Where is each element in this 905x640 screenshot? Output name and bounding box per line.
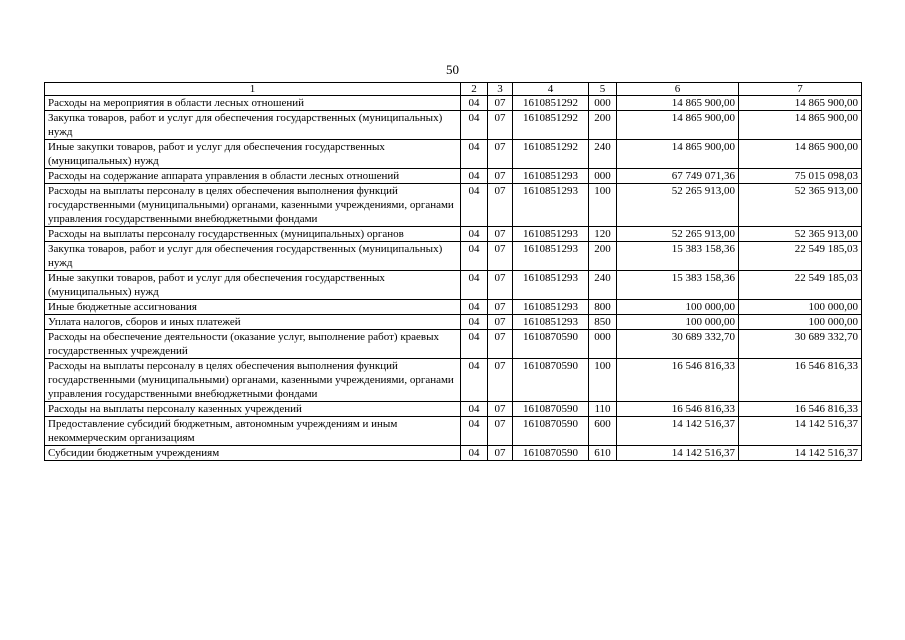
amount-year-1-cell: 67 749 071,36 [617, 169, 739, 184]
amount-year-1-cell: 15 383 158,36 [617, 242, 739, 271]
amount-year-2-cell: 16 546 816,33 [739, 402, 862, 417]
table-body [45, 96, 862, 461]
expense-name-cell: Расходы на выплаты персоналу государственных (муниципальных) органов [45, 227, 461, 242]
target-article-cell: 1610851293 [513, 184, 589, 227]
amount-year-1-cell: 100 000,00 [617, 315, 739, 330]
expense-type-cell: 100 [589, 184, 617, 227]
target-article-cell: 1610851293 [513, 242, 589, 271]
target-article-cell: 1610870590 [513, 330, 589, 359]
table-row [45, 96, 862, 111]
section-code-cell: 04 [461, 242, 488, 271]
amount-year-1-cell: 14 865 900,00 [617, 96, 739, 111]
table-row [45, 300, 862, 315]
amount-year-1-cell: 52 265 913,00 [617, 184, 739, 227]
column-header: 6 [617, 83, 739, 96]
expense-type-cell: 600 [589, 417, 617, 446]
section-code-cell: 04 [461, 140, 488, 169]
expense-type-cell: 610 [589, 446, 617, 461]
subsection-code-cell: 07 [488, 111, 513, 140]
section-code-cell: 04 [461, 315, 488, 330]
amount-year-2-cell: 22 549 185,03 [739, 271, 862, 300]
page-number: 50 [446, 62, 459, 77]
subsection-code-cell: 07 [488, 300, 513, 315]
section-code-cell: 04 [461, 271, 488, 300]
column-header: 5 [589, 83, 617, 96]
table-row [45, 184, 862, 227]
subsection-code-cell: 07 [488, 169, 513, 184]
header-row [45, 83, 862, 96]
subsection-code-cell: 07 [488, 242, 513, 271]
amount-year-2-cell: 14 142 516,37 [739, 417, 862, 446]
amount-year-2-cell: 22 549 185,03 [739, 242, 862, 271]
expense-name-cell: Закупка товаров, работ и услуг для обеспечения государственных (муниципальных) нужд [45, 111, 461, 140]
subsection-code-cell: 07 [488, 227, 513, 242]
subsection-code-cell: 07 [488, 184, 513, 227]
table-row [45, 169, 862, 184]
subsection-code-cell: 07 [488, 446, 513, 461]
target-article-cell: 1610851293 [513, 271, 589, 300]
target-article-cell: 1610851292 [513, 140, 589, 169]
amount-year-2-cell: 14 865 900,00 [739, 96, 862, 111]
expense-type-cell: 200 [589, 111, 617, 140]
amount-year-1-cell: 30 689 332,70 [617, 330, 739, 359]
table-row [45, 315, 862, 330]
amount-year-2-cell: 14 865 900,00 [739, 111, 862, 140]
target-article-cell: 1610851292 [513, 111, 589, 140]
target-article-cell: 1610851293 [513, 169, 589, 184]
expense-type-cell: 110 [589, 402, 617, 417]
table-row [45, 111, 862, 140]
table-row [45, 417, 862, 446]
amount-year-2-cell: 52 365 913,00 [739, 227, 862, 242]
expense-name-cell: Иные закупки товаров, работ и услуг для обеспечения государственных (муниципальных) нужд [45, 271, 461, 300]
section-code-cell: 04 [461, 96, 488, 111]
expense-name-cell: Расходы на выплаты персоналу в целях обеспечения выполнения функций государственными (муниципальными) органами, казенными учреждениями, органами управления государственными внебюджетными фондами [45, 184, 461, 227]
expense-name-cell: Субсидии бюджетным учреждениям [45, 446, 461, 461]
amount-year-2-cell: 52 365 913,00 [739, 184, 862, 227]
target-article-cell: 1610870590 [513, 417, 589, 446]
expense-type-cell: 000 [589, 330, 617, 359]
column-header: 2 [461, 83, 488, 96]
expense-type-cell: 240 [589, 271, 617, 300]
amount-year-2-cell: 30 689 332,70 [739, 330, 862, 359]
amount-year-1-cell: 14 865 900,00 [617, 111, 739, 140]
subsection-code-cell: 07 [488, 315, 513, 330]
amount-year-2-cell: 100 000,00 [739, 315, 862, 330]
column-header: 3 [488, 83, 513, 96]
section-code-cell: 04 [461, 169, 488, 184]
table-row [45, 271, 862, 300]
expense-type-cell: 100 [589, 359, 617, 402]
amount-year-2-cell: 14 142 516,37 [739, 446, 862, 461]
budget-table [44, 82, 862, 461]
expense-name-cell: Расходы на выплаты персоналу казенных учреждений [45, 402, 461, 417]
section-code-cell: 04 [461, 359, 488, 402]
subsection-code-cell: 07 [488, 330, 513, 359]
amount-year-1-cell: 16 546 816,33 [617, 359, 739, 402]
amount-year-1-cell: 100 000,00 [617, 300, 739, 315]
expense-type-cell: 800 [589, 300, 617, 315]
expense-name-cell: Расходы на обеспечение деятельности (оказание услуг, выполнение работ) краевых государственных учреждений [45, 330, 461, 359]
table-row [45, 446, 862, 461]
amount-year-2-cell: 100 000,00 [739, 300, 862, 315]
amount-year-1-cell: 16 546 816,33 [617, 402, 739, 417]
expense-type-cell: 850 [589, 315, 617, 330]
subsection-code-cell: 07 [488, 140, 513, 169]
section-code-cell: 04 [461, 184, 488, 227]
expense-name-cell: Иные закупки товаров, работ и услуг для обеспечения государственных (муниципальных) нужд [45, 140, 461, 169]
column-header: 7 [739, 83, 862, 96]
expense-name-cell: Расходы на содержание аппарата управления в области лесных отношений [45, 169, 461, 184]
expense-type-cell: 240 [589, 140, 617, 169]
target-article-cell: 1610851293 [513, 300, 589, 315]
section-code-cell: 04 [461, 417, 488, 446]
subsection-code-cell: 07 [488, 359, 513, 402]
target-article-cell: 1610851293 [513, 227, 589, 242]
subsection-code-cell: 07 [488, 402, 513, 417]
amount-year-1-cell: 15 383 158,36 [617, 271, 739, 300]
section-code-cell: 04 [461, 111, 488, 140]
target-article-cell: 1610870590 [513, 446, 589, 461]
table-row [45, 402, 862, 417]
expense-name-cell: Предоставление субсидий бюджетным, автономным учреждениям и иным некоммерческим организациям [45, 417, 461, 446]
amount-year-1-cell: 52 265 913,00 [617, 227, 739, 242]
table-row [45, 359, 862, 402]
amount-year-1-cell: 14 142 516,37 [617, 446, 739, 461]
expense-name-cell: Расходы на мероприятия в области лесных отношений [45, 96, 461, 111]
table-row [45, 140, 862, 169]
table-row [45, 227, 862, 242]
expense-name-cell: Иные бюджетные ассигнования [45, 300, 461, 315]
section-code-cell: 04 [461, 300, 488, 315]
expense-type-cell: 200 [589, 242, 617, 271]
section-code-cell: 04 [461, 227, 488, 242]
amount-year-2-cell: 14 865 900,00 [739, 140, 862, 169]
target-article-cell: 1610851292 [513, 96, 589, 111]
expense-name-cell: Закупка товаров, работ и услуг для обеспечения государственных (муниципальных) нужд [45, 242, 461, 271]
column-header: 1 [45, 83, 461, 96]
amount-year-1-cell: 14 865 900,00 [617, 140, 739, 169]
section-code-cell: 04 [461, 330, 488, 359]
table-row [45, 330, 862, 359]
expense-type-cell: 120 [589, 227, 617, 242]
amount-year-2-cell: 75 015 098,03 [739, 169, 862, 184]
section-code-cell: 04 [461, 402, 488, 417]
section-code-cell: 04 [461, 446, 488, 461]
expense-name-cell: Уплата налогов, сборов и иных платежей [45, 315, 461, 330]
amount-year-1-cell: 14 142 516,37 [617, 417, 739, 446]
subsection-code-cell: 07 [488, 96, 513, 111]
expense-type-cell: 000 [589, 169, 617, 184]
expense-name-cell: Расходы на выплаты персоналу в целях обеспечения выполнения функций государственными (муниципальными) органами, казенными учреждениями, органами управления государственными внебюджетными фондами [45, 359, 461, 402]
target-article-cell: 1610851293 [513, 315, 589, 330]
target-article-cell: 1610870590 [513, 359, 589, 402]
expense-type-cell: 000 [589, 96, 617, 111]
amount-year-2-cell: 16 546 816,33 [739, 359, 862, 402]
table-row [45, 242, 862, 271]
column-header: 4 [513, 83, 589, 96]
subsection-code-cell: 07 [488, 271, 513, 300]
subsection-code-cell: 07 [488, 417, 513, 446]
target-article-cell: 1610870590 [513, 402, 589, 417]
